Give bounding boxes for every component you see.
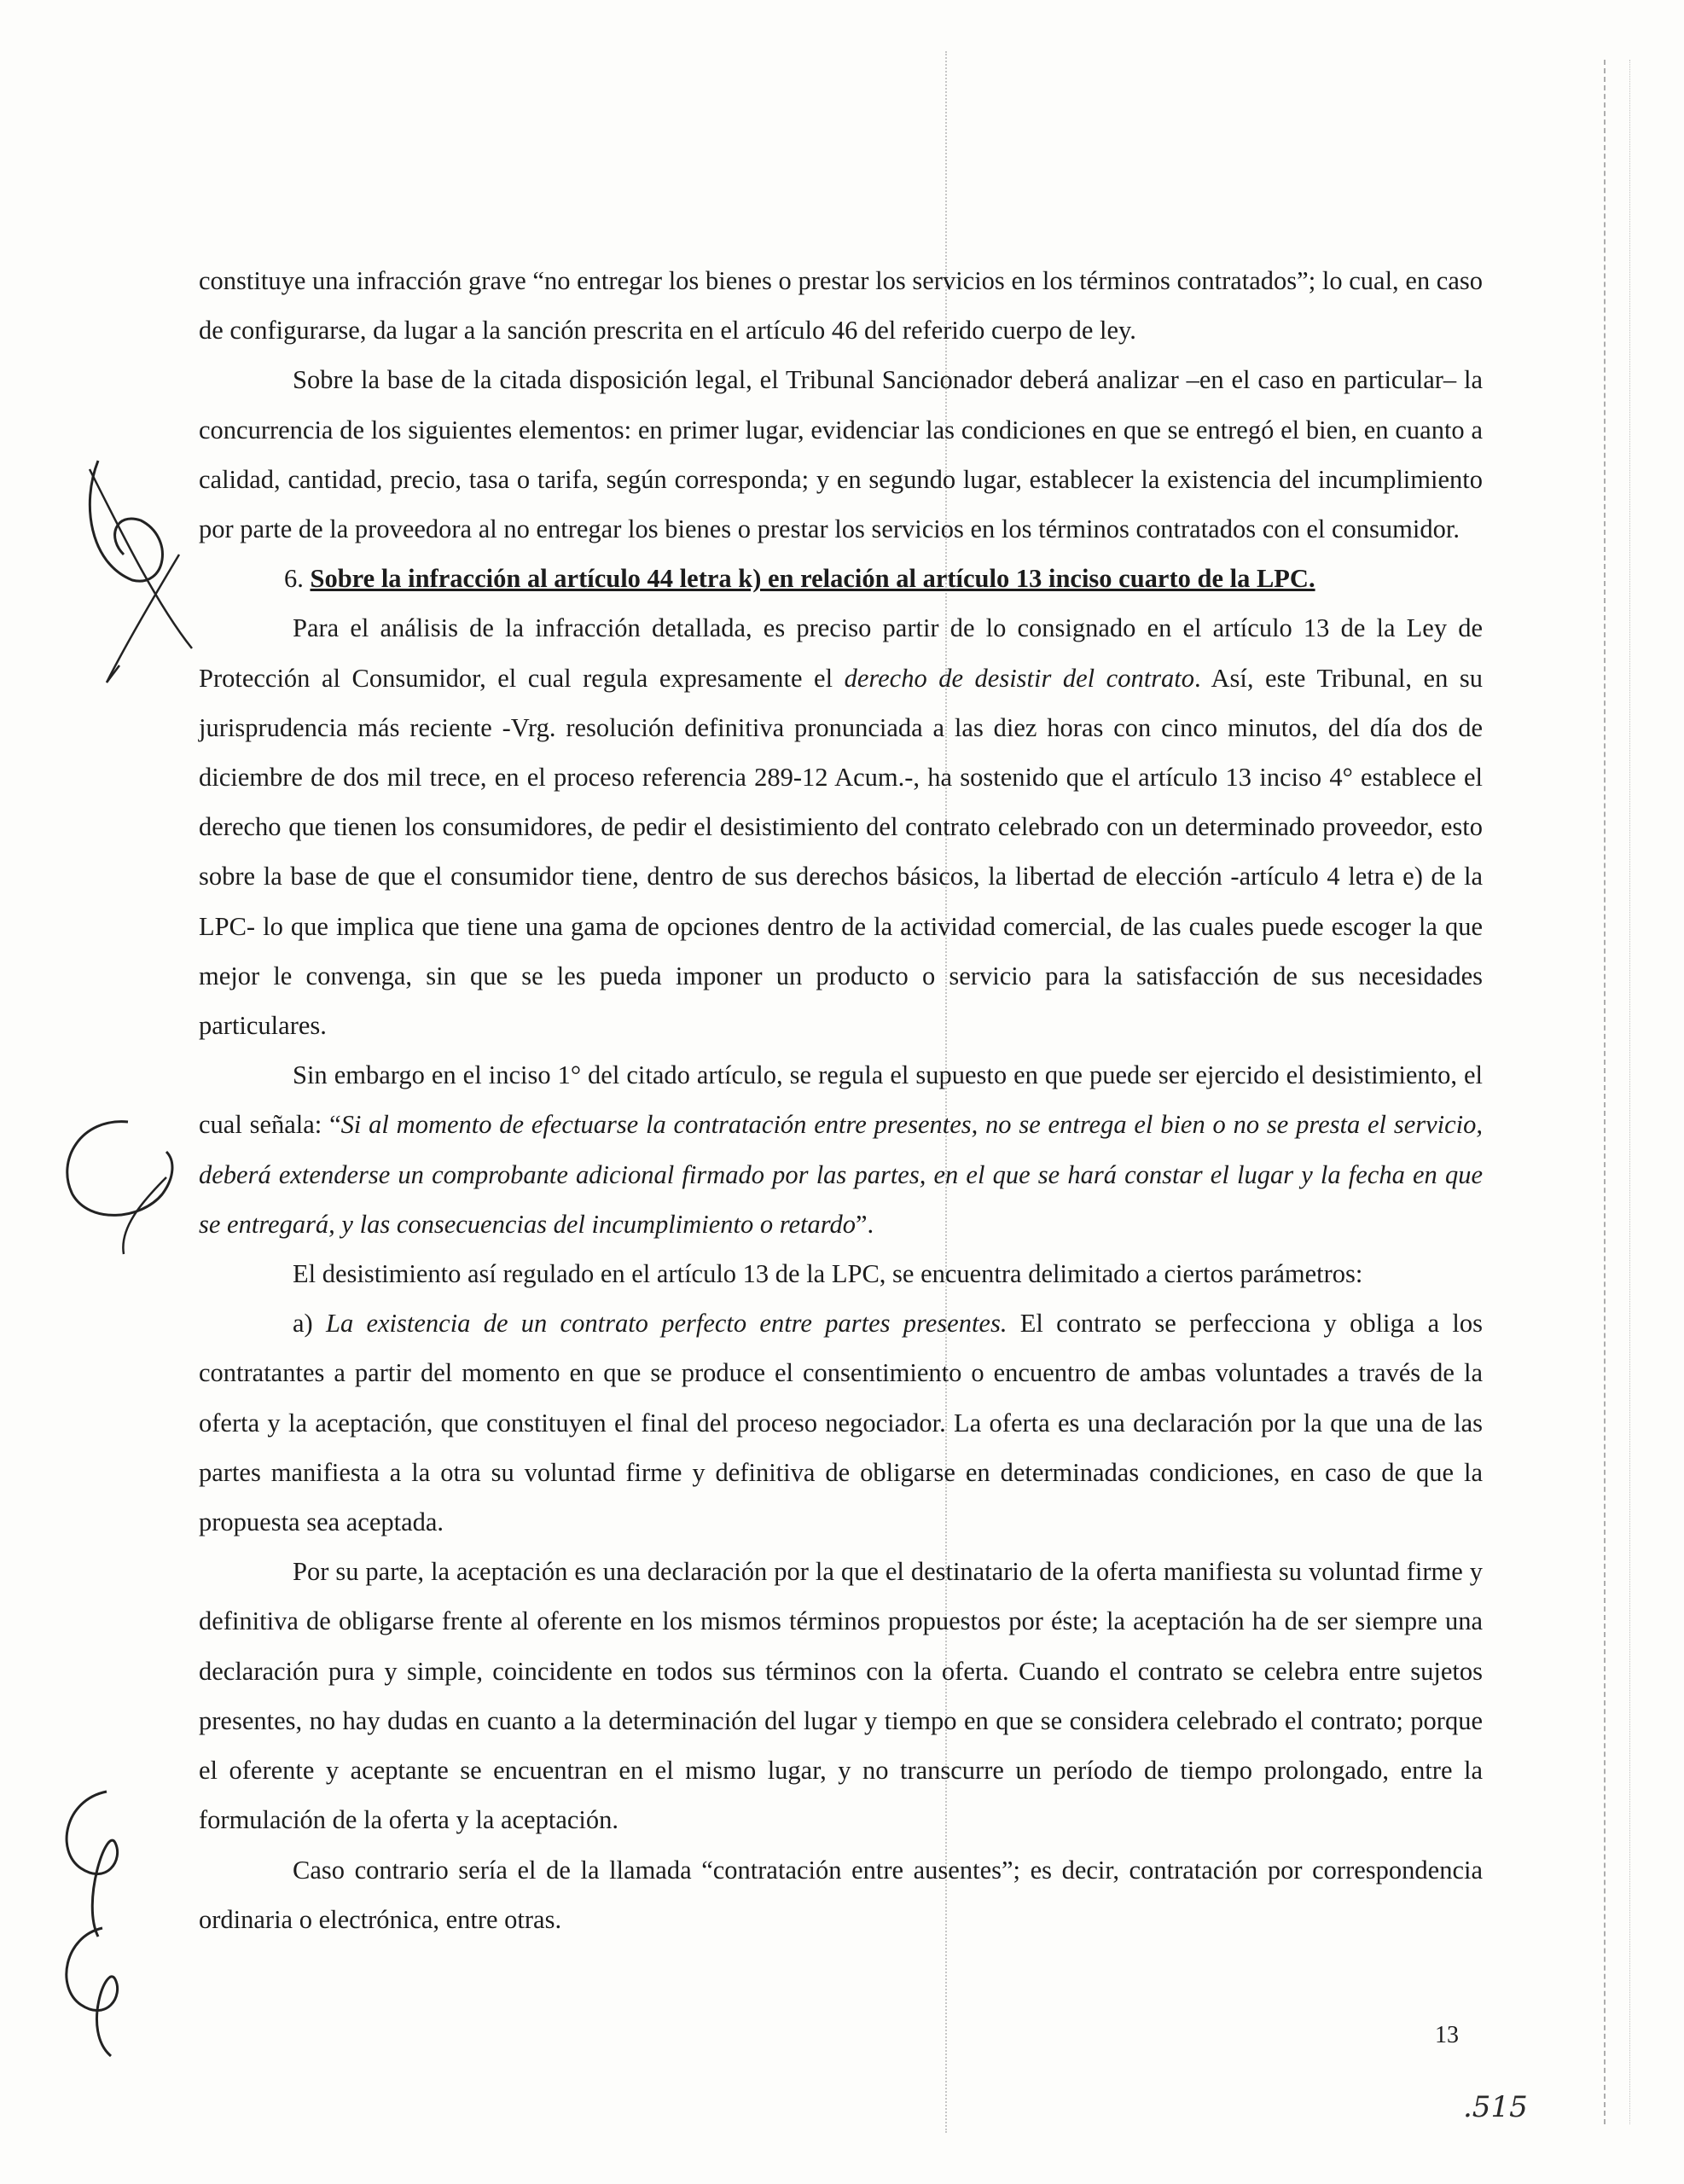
list-marker: a)	[293, 1309, 326, 1339]
section-title: Sobre la infracción al artículo 44 letra k) en relación al artículo 13 inciso cuarto de la LPC.	[310, 564, 1315, 594]
paragraph: El desistimiento así regulado en el artículo 13 de la LPC, se encuentra delimitado a ciertos parámetros:	[293, 1259, 1363, 1289]
paragraph	[199, 603, 1483, 1050]
paragraph-text: Para el análisis de la infracción detallada, es preciso partir de lo consignado en el artículo 13 de la Ley de Protección al Consumidor, el cual regula expresamente el	[199, 613, 1483, 693]
paragraph-emphasis: derecho de desistir del contrato	[844, 663, 1195, 693]
section-heading	[199, 554, 1483, 603]
paragraph: constituye una infracción grave “no entregar los bienes o prestar los servicios en los términos contratados”; lo cual, en caso de configurarse, da lugar a la sanción prescrita en el artículo 46 del referido cuerpo de ley.	[199, 266, 1483, 346]
paragraph: Caso contrario sería el de la llamada “contratación entre ausentes”; es decir, contratación por correspondencia ordinaria o electrónica, entre otras.	[199, 1855, 1483, 1934]
section-number: 6.	[284, 564, 304, 594]
paragraph-text: . Así, este Tribunal, en su jurisprudencia más reciente -Vrg. resolución definitiva pronunciada a las diez horas con cinco minutos, del día dos de diciembre de dos mil trece, en el proceso referencia 289-12 Acum.-, ha sostenido que el artículo 13 inciso 4° establece el derecho que tienen los consumidores, de pedir el desistimiento del contrato celebrado con un determinado proveedor, esto sobre la base de que el consumidor tiene, dentro de sus derechos básicos, la libertad de elección -artículo 4 letra e) de la LPC- lo que implica que tiene una gama de opciones dentro de la actividad comercial, de las cuales puede escoger la que mejor le convenga, sin que se les pueda imponer un producto o servicio para la satisfacción de sus necesidades particulares.	[199, 663, 1483, 1041]
paragraph: Sobre la base de la citada disposición legal, el Tribunal Sancionador deberá analizar –en el caso en particular– la concurrencia de los siguientes elementos: en primer lugar, evidenciar las condiciones en que se entregó el bien, en cuanto a calidad, cantidad, precio, tasa o tarifa, según corresponda; y en segundo lugar, establecer la existencia del incumplimiento por parte de la proveedora al no entregar los bienes o prestar los servicios en los términos contratados con el consumidor.	[199, 365, 1483, 544]
paragraph	[199, 1298, 1483, 1547]
paragraph: Por su parte, la aceptación es una declaración por la que el destinatario de la oferta manifiesta su voluntad firme y definitiva de obligarse frente al oferente en los mismos términos propuestos por éste; la aceptación ha de ser siempre una declaración pura y simple, coincidente en todos sus términos con la oferta. Cuando el contrato se celebra entre sujetos presentes, no hay dudas en cuanto a la determinación del lugar y tiempo en que se considera celebrado el contrato; porque el oferente y aceptante se encuentran en el mismo lugar, y no transcurre un período de tiempo prolongado, entre la formulación de la oferta y la aceptación.	[199, 1557, 1483, 1835]
handwritten-folio-mark	[47, 1774, 149, 2065]
legal-quote: Si al momento de efectuarse la contratación entre presentes, no se entrega el bien o no se presta el servicio, deberá extenderse un comprobante adicional firmado por las partes, en el que se hará constar el lugar y la fecha en que se entregará, y las consecuencias del incumplimiento o retardo	[199, 1110, 1484, 1239]
paragraph-text: El contrato se perfecciona y obliga a los contratantes a partir del momento en que se produce el consentimiento o encuentro de ambas voluntades a través de la oferta y la aceptación, que constituyen el final del proceso negociador. La oferta es una declaración por la que una de las partes manifiesta a la otra su voluntad firme y definitiva de obligarse en determinadas condiciones, en caso de que la propuesta sea aceptada.	[199, 1309, 1483, 1537]
paragraph-text: ”.	[855, 1209, 874, 1239]
handwritten-initial-mark	[47, 1109, 183, 1263]
paragraph-emphasis: La existencia de un contrato perfecto entre partes presentes.	[325, 1309, 1007, 1339]
document-body	[199, 256, 1483, 1944]
scan-edge-stripe	[1604, 60, 1630, 2124]
paragraph-text: Sin embargo en el inciso 1° del citado artículo, se regula el supuesto en que puede ser ejercido el desistimiento, el cual señala: “	[199, 1060, 1483, 1140]
page-number: 13	[1435, 2022, 1459, 2048]
paragraph	[199, 1050, 1483, 1249]
handwritten-folio-number: .515	[1463, 2090, 1528, 2124]
handwritten-signature-mark	[73, 444, 209, 691]
